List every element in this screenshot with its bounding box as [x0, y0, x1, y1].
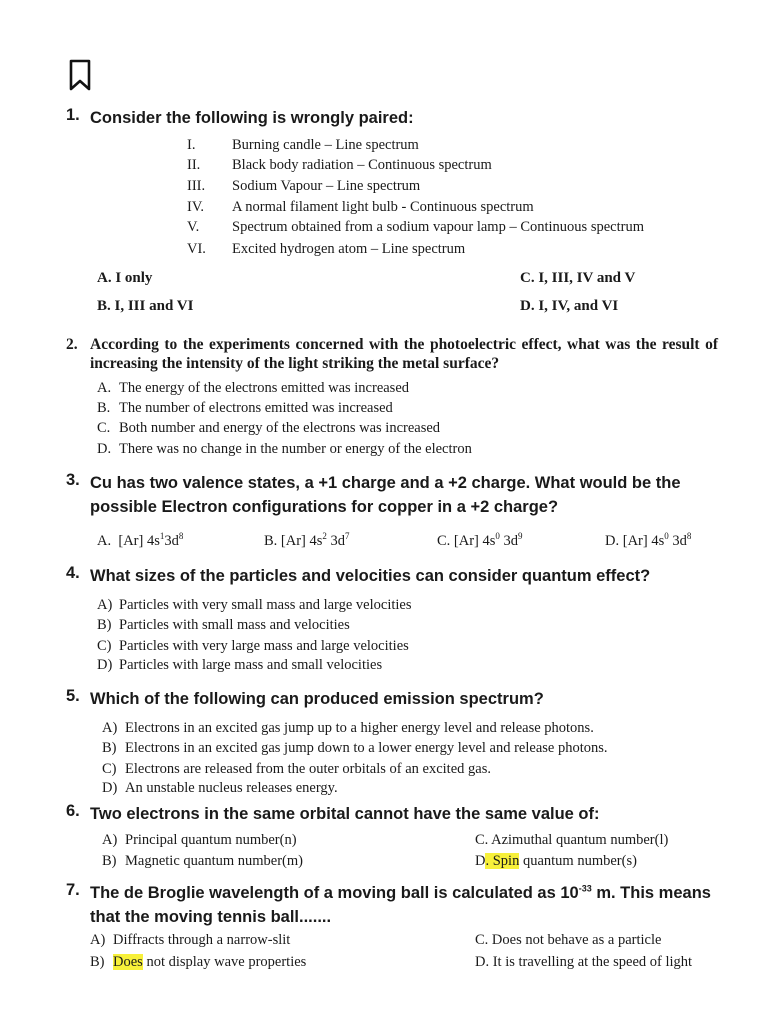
- question-text: Two electrons in the same orbital cannot have the same value of:: [90, 805, 600, 823]
- statement-text: A normal filament light bulb - Continuous spectrum: [232, 199, 534, 215]
- statement-roman: V.: [187, 219, 200, 235]
- answer-option-c[interactable]: Particles with very large mass and large velocities: [119, 638, 409, 654]
- option-label: B): [90, 954, 105, 970]
- statement-roman: III.: [187, 178, 206, 194]
- answer-option-d[interactable]: There was no change in the number or energy of the electron: [119, 441, 472, 457]
- option-label: C.: [97, 420, 111, 436]
- answer-option-a[interactable]: Principal quantum number(n): [125, 832, 297, 848]
- answer-option-c[interactable]: C. I, III, IV and V: [520, 270, 636, 286]
- answer-option-b[interactable]: B. I, III and VI: [97, 298, 194, 314]
- question-text: According to the experiments concerned with the photoelectric effect, what was the result of increasing the intensity of the light striking the metal surface?: [90, 336, 718, 372]
- question-text: Cu has two valence states, a +1 charge and a +2 charge. What would be the possible Electron configurations for copper in a +2 charge?: [90, 474, 681, 516]
- statement-roman: II.: [187, 157, 201, 173]
- answer-option-d[interactable]: D. [Ar] $4s^0$ $3d^8$: [605, 531, 692, 549]
- question-number: 1.: [66, 106, 80, 124]
- answer-option-a[interactable]: Diffracts through a narrow-slit: [113, 932, 291, 948]
- statement-text: Sodium Vapour – Line spectrum: [232, 178, 421, 194]
- question-number: 4.: [66, 564, 80, 582]
- option-label: A): [97, 597, 113, 613]
- answer-option-b[interactable]: Particles with small mass and velocities: [119, 617, 350, 633]
- option-label: A): [90, 932, 106, 948]
- option-label: C): [102, 761, 117, 777]
- answer-option-d[interactable]: D. I, IV, and VI: [520, 298, 619, 314]
- answer-option-c[interactable]: C. [Ar] $4s^0$ $3d^9$: [437, 531, 523, 549]
- option-label: C): [97, 638, 112, 654]
- option-label: B): [97, 617, 112, 633]
- answer-option-b[interactable]: Electrons in an excited gas jump down to a lower energy level and release photons.: [125, 740, 608, 756]
- question-number: 6.: [66, 802, 80, 820]
- statement-roman: IV.: [187, 199, 205, 215]
- question-text: Which of the following can produced emission spectrum?: [90, 690, 544, 708]
- highlighted-text: . Spin: [485, 853, 520, 869]
- answer-option-a[interactable]: Electrons in an excited gas jump up to a higher energy level and release photons.: [125, 720, 594, 736]
- answer-option-c[interactable]: C. Does not behave as a particle: [475, 932, 662, 948]
- statement-text: Excited hydrogen atom – Line spectrum: [232, 241, 466, 257]
- answer-option-c[interactable]: Both number and energy of the electrons was increased: [119, 420, 441, 436]
- question-text: What sizes of the particles and velocities can consider quantum effect?: [90, 567, 651, 585]
- option-label: A.: [97, 380, 112, 396]
- option-label: D): [97, 657, 113, 673]
- answer-option-d[interactable]: Particles with large mass and small velocities: [119, 657, 383, 673]
- option-label: B.: [97, 400, 111, 416]
- answer-option-a[interactable]: The energy of the electrons emitted was increased: [119, 380, 410, 396]
- option-label: A): [102, 720, 118, 736]
- statement-text: Burning candle – Line spectrum: [232, 137, 419, 153]
- answer-option-d[interactable]: D. Spin quantum number(s): [475, 853, 637, 869]
- answer-option-b[interactable]: Magnetic quantum number(m): [125, 853, 303, 869]
- answer-option-a[interactable]: A. [Ar] $4s^13d^8$: [97, 531, 184, 549]
- answer-option-c[interactable]: Electrons are released from the outer orbitals of an excited gas.: [125, 761, 491, 777]
- option-label: B): [102, 740, 117, 756]
- question-number: 3.: [66, 471, 80, 489]
- option-label: B): [102, 853, 117, 869]
- option-label: A): [102, 832, 118, 848]
- question-text: The de Broglie wavelength of a moving ball is calculated as $10^{-33}$ m. This means that the moving tennis ball.......: [90, 883, 711, 926]
- option-label: D): [102, 780, 118, 796]
- question-number: 7.: [66, 881, 80, 899]
- answer-option-b[interactable]: The number of electrons emitted was increased: [119, 400, 393, 416]
- answer-option-b[interactable]: B. [Ar] $4s^2$ $3d^7$: [264, 531, 350, 549]
- answer-option-d[interactable]: An unstable nucleus releases energy.: [125, 780, 338, 796]
- question-number: 5.: [66, 687, 80, 705]
- option-label: D.: [97, 441, 112, 457]
- highlighted-text: Does: [113, 954, 143, 970]
- question-number: 2.: [66, 336, 78, 353]
- answer-option-c[interactable]: C. Azimuthal quantum number(l): [475, 832, 669, 848]
- question-text: Consider the following is wrongly paired:: [90, 109, 414, 127]
- answer-option-b[interactable]: Does not display wave properties: [113, 954, 307, 970]
- bookmark-icon[interactable]: [68, 58, 92, 92]
- statement-text: Black body radiation – Continuous spectrum: [232, 157, 492, 173]
- statement-roman: VI.: [187, 241, 206, 257]
- answer-option-a[interactable]: Particles with very small mass and large velocities: [119, 597, 412, 613]
- answer-option-d[interactable]: D. It is travelling at the speed of light: [475, 954, 693, 970]
- statement-text: Spectrum obtained from a sodium vapour lamp – Continuous spectrum: [232, 219, 644, 235]
- answer-option-a[interactable]: A. I only: [97, 270, 153, 286]
- statement-roman: I.: [187, 137, 196, 153]
